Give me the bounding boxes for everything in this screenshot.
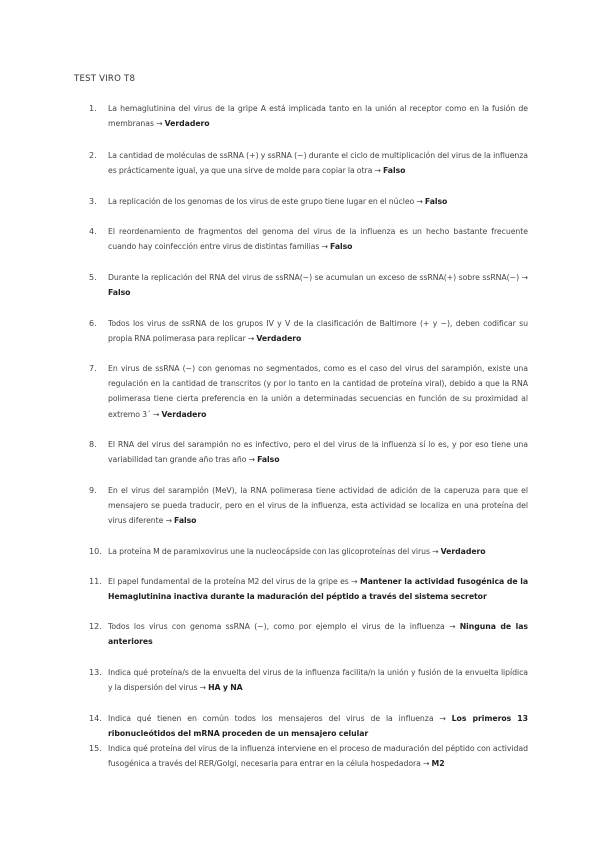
question-answer: M2 — [431, 759, 445, 769]
question-number: 13. — [89, 668, 102, 677]
question-text-block — [108, 148, 528, 178]
question-number: 9. — [89, 486, 97, 495]
question-answer: Ninguna de las anteriores — [108, 622, 528, 647]
question-text-block — [108, 224, 528, 254]
question-text-block — [108, 574, 528, 604]
question-answer: Verdadero — [256, 334, 302, 344]
question-text: La hemaglutinina del virus de la gripe A está implicada tanto en la unión al receptor como en la fusión de membranas → — [108, 104, 528, 129]
question-answer: Falso — [330, 242, 353, 252]
question-answer: Verdadero — [164, 119, 210, 129]
question-number: 2. — [89, 151, 97, 160]
question-number: 5. — [89, 273, 97, 282]
question-text-block — [108, 194, 528, 209]
question-text-block — [108, 741, 528, 771]
question-text-block — [108, 316, 528, 346]
question-answer: HA y NA — [208, 683, 243, 693]
question-text: La cantidad de moléculas de ssRNA (+) y ssRNA (−) durante el ciclo de multiplicación del virus de la influenza es prácticamente igual, ya que una sirve de molde para copiar la otra → — [108, 151, 528, 176]
question-text-block — [108, 361, 528, 422]
question-text-block — [108, 437, 528, 467]
question-answer: Falso — [424, 197, 448, 206]
question-answer: Falso — [108, 288, 131, 298]
question-answer: Los primeros 13 ribonucleótidos del mRNA proceden de un mensajero celular — [108, 714, 528, 739]
question-text: El papel fundamental de la proteína M2 del virus de la gripe es → — [108, 577, 358, 586]
question-text: La replicación de los genomas de los virus de este grupo tiene lugar en el núcleo → — [108, 197, 423, 206]
question-answer: Verdadero — [440, 547, 486, 556]
question-answer: Falso — [383, 166, 406, 176]
question-text-block — [108, 544, 528, 559]
question-number: 12. — [89, 622, 102, 631]
question-text: La proteína M de paramixovirus une la nucleocápside con las glicoproteínas del virus → — [108, 547, 439, 556]
question-text: Indica qué proteína/s de la envuelta del virus de la influenza facilita/n la unión y fusión de la envuelta lipídica y la dispersión del virus → — [108, 668, 528, 693]
question-text: El RNA del virus del sarampión no es infectivo, pero el del virus de la influenza sí lo es, y por eso tiene una variabilidad tan grande año tras año → — [108, 440, 528, 465]
question-number: 10. — [89, 547, 102, 556]
question-text-block — [108, 270, 528, 300]
question-text: Indica qué proteína del virus de la influenza interviene en el proceso de maduración del péptido con actividad fusogénica a través del RER/Golgi, necesaria para entrar en la célula hospedadora → — [108, 744, 528, 769]
question-number: 6. — [89, 319, 97, 328]
question-answer: Falso — [257, 455, 280, 465]
question-text: En el virus del sarampión (MeV), la RNA polimerasa tiene actividad de adición de la caperuza para que el mensajero se pueda traducir, pero en el virus de la influenza, esta actividad se localiza en una proteína del virus diferente → — [108, 486, 528, 526]
question-text: Todos los virus de ssRNA de los grupos IV y V de la clasificación de Baltimore (+ y −), deben codificar su propia RNA polimerasa para replicar → — [108, 319, 528, 344]
question-number: 7. — [89, 364, 97, 373]
question-text-block — [108, 711, 528, 741]
question-text: Todos los virus con genoma ssRNA (−), como por ejemplo el virus de la influenza → — [108, 622, 456, 631]
question-text-block — [108, 619, 528, 649]
question-number: 14. — [89, 714, 102, 723]
question-text-block — [108, 101, 528, 131]
question-answer: Falso — [174, 516, 197, 526]
question-number: 8. — [89, 440, 97, 449]
question-number: 11. — [89, 577, 102, 586]
question-text-block — [108, 665, 528, 695]
question-text: Durante la replicación del RNA del virus de ssRNA(−) se acumulan un exceso de ssRNA(+) sobre ssRNA(−) → — [108, 273, 528, 282]
question-number: 1. — [89, 104, 97, 113]
question-text: El reordenamiento de fragmentos del genoma del virus de la influenza es un hecho bastante frecuente cuando hay coinfección entre virus de distintas familias → — [108, 227, 528, 252]
question-number: 3. — [89, 197, 97, 206]
question-answer: Mantener la actividad fusogénica de la Hemaglutinina inactiva durante la maduración del péptido a través del sistema secretor — [108, 577, 528, 602]
question-number: 4. — [89, 227, 97, 236]
page-title: TEST VIRO T8 — [74, 74, 136, 84]
question-text-block — [108, 483, 528, 529]
question-answer: Verdadero — [161, 409, 207, 419]
question-number: 15. — [89, 744, 102, 753]
question-text: En virus de ssRNA (−) con genomas no segmentados, como es el caso del virus del sarampión, existe una regulación en la cantidad de transcritos (y por lo tanto en la cantidad de proteína viral), debido a que la RNA polimerasa tiene cierta preferencia en la unión a determinadas secuencias en función de su proximidad al extremo 3´ → — [108, 364, 528, 419]
question-text: Indica qué tienen en común todos los mensajeros del virus de la influenza → — [108, 714, 446, 723]
